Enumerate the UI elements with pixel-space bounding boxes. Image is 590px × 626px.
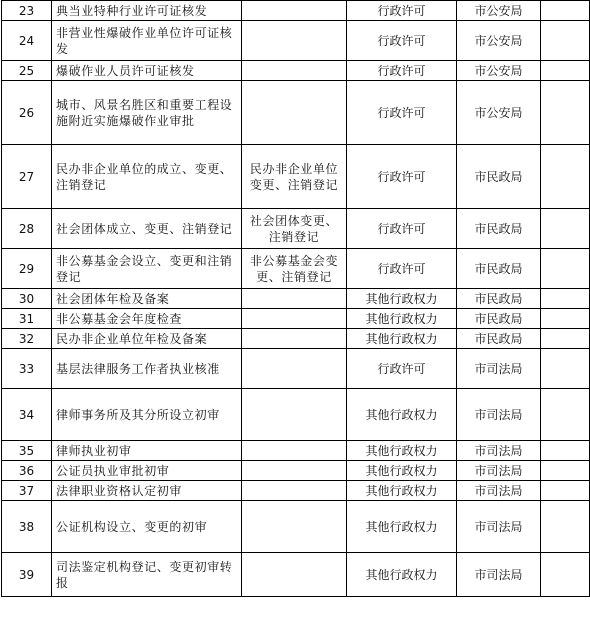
remark-cell [541, 209, 590, 249]
sub-item-cell [242, 441, 347, 461]
department-cell: 市公安局 [457, 21, 541, 61]
department-cell: 市民政局 [457, 145, 541, 209]
item-name-cell: 公证机构设立、变更的初审 [52, 501, 242, 553]
power-type-cell: 行政许可 [347, 249, 457, 289]
row-number-cell: 28 [2, 209, 52, 249]
sub-item-cell [242, 553, 347, 597]
row-number-cell: 31 [2, 309, 52, 329]
remark-cell [541, 289, 590, 309]
power-type-cell: 行政许可 [347, 21, 457, 61]
sub-item-cell: 民办非企业单位变更、注销登记 [242, 145, 347, 209]
table-row [2, 501, 590, 553]
item-name-cell: 律师事务所及其分所设立初审 [52, 389, 242, 441]
item-name-cell: 民办非企业单位年检及备案 [52, 329, 242, 349]
sub-item-cell [242, 289, 347, 309]
table-row [2, 349, 590, 389]
remark-cell [541, 389, 590, 441]
department-cell: 市民政局 [457, 329, 541, 349]
power-type-cell: 行政许可 [347, 145, 457, 209]
remark-cell [541, 309, 590, 329]
power-type-cell: 其他行政权力 [347, 309, 457, 329]
table-row [2, 61, 590, 81]
sub-item-cell: 非公募基金会变更、注销登记 [242, 249, 347, 289]
item-name-cell: 律师执业初审 [52, 441, 242, 461]
power-type-cell: 其他行政权力 [347, 441, 457, 461]
item-name-cell: 非营业性爆破作业单位许可证核发 [52, 21, 242, 61]
department-cell: 市公安局 [457, 61, 541, 81]
department-cell: 市公安局 [457, 81, 541, 145]
power-type-cell: 行政许可 [347, 81, 457, 145]
row-number-cell: 35 [2, 441, 52, 461]
department-cell: 市司法局 [457, 389, 541, 441]
sub-item-cell [242, 501, 347, 553]
sub-item-cell: 社会团体变更、注销登记 [242, 209, 347, 249]
item-name-cell: 法律职业资格认定初审 [52, 481, 242, 501]
power-type-cell: 其他行政权力 [347, 553, 457, 597]
department-cell: 市司法局 [457, 441, 541, 461]
table-row [2, 481, 590, 501]
table-row [2, 309, 590, 329]
department-cell: 市司法局 [457, 481, 541, 501]
item-name-cell: 司法鉴定机构登记、变更初审转报 [52, 553, 242, 597]
department-cell: 市司法局 [457, 501, 541, 553]
row-number-cell: 38 [2, 501, 52, 553]
row-number-cell: 23 [2, 1, 52, 21]
sub-item-cell [242, 61, 347, 81]
item-name-cell: 公证员执业审批初审 [52, 461, 242, 481]
table-body [2, 1, 590, 597]
row-number-cell: 26 [2, 81, 52, 145]
remark-cell [541, 481, 590, 501]
remark-cell [541, 145, 590, 209]
item-name-cell: 城市、风景名胜区和重要工程设施附近实施爆破作业审批 [52, 81, 242, 145]
sub-item-cell [242, 309, 347, 329]
table-row [2, 145, 590, 209]
department-cell: 市民政局 [457, 209, 541, 249]
sub-item-cell [242, 461, 347, 481]
item-name-cell: 非公募基金会年度检查 [52, 309, 242, 329]
remark-cell [541, 461, 590, 481]
sub-item-cell [242, 1, 347, 21]
item-name-cell: 民办非企业单位的成立、变更、注销登记 [52, 145, 242, 209]
row-number-cell: 32 [2, 329, 52, 349]
power-type-cell: 行政许可 [347, 209, 457, 249]
table-row [2, 553, 590, 597]
row-number-cell: 39 [2, 553, 52, 597]
table-row [2, 81, 590, 145]
department-cell: 市司法局 [457, 461, 541, 481]
remark-cell [541, 329, 590, 349]
sub-item-cell [242, 481, 347, 501]
table-row [2, 1, 590, 21]
remark-cell [541, 1, 590, 21]
table-row [2, 249, 590, 289]
power-list-table [1, 0, 590, 597]
item-name-cell: 社会团体年检及备案 [52, 289, 242, 309]
row-number-cell: 36 [2, 461, 52, 481]
power-type-cell: 其他行政权力 [347, 481, 457, 501]
table-row [2, 329, 590, 349]
remark-cell [541, 61, 590, 81]
item-name-cell: 爆破作业人员许可证核发 [52, 61, 242, 81]
item-name-cell: 典当业特种行业许可证核发 [52, 1, 242, 21]
row-number-cell: 33 [2, 349, 52, 389]
department-cell: 市司法局 [457, 553, 541, 597]
sub-item-cell [242, 349, 347, 389]
sub-item-cell [242, 329, 347, 349]
department-cell: 市民政局 [457, 289, 541, 309]
department-cell: 市民政局 [457, 249, 541, 289]
remark-cell [541, 553, 590, 597]
power-type-cell: 行政许可 [347, 349, 457, 389]
row-number-cell: 30 [2, 289, 52, 309]
row-number-cell: 37 [2, 481, 52, 501]
power-type-cell: 行政许可 [347, 61, 457, 81]
row-number-cell: 24 [2, 21, 52, 61]
item-name-cell: 基层法律服务工作者执业核准 [52, 349, 242, 389]
remark-cell [541, 349, 590, 389]
table-row [2, 209, 590, 249]
table-row [2, 21, 590, 61]
row-number-cell: 25 [2, 61, 52, 81]
department-cell: 市公安局 [457, 1, 541, 21]
power-type-cell: 其他行政权力 [347, 289, 457, 309]
row-number-cell: 34 [2, 389, 52, 441]
remark-cell [541, 249, 590, 289]
item-name-cell: 非公募基金会设立、变更和注销登记 [52, 249, 242, 289]
table-row [2, 461, 590, 481]
row-number-cell: 27 [2, 145, 52, 209]
department-cell: 市民政局 [457, 309, 541, 329]
remark-cell [541, 501, 590, 553]
sub-item-cell [242, 389, 347, 441]
power-type-cell: 其他行政权力 [347, 461, 457, 481]
remark-cell [541, 21, 590, 61]
sub-item-cell [242, 21, 347, 61]
department-cell: 市司法局 [457, 349, 541, 389]
item-name-cell: 社会团体成立、变更、注销登记 [52, 209, 242, 249]
sub-item-cell [242, 81, 347, 145]
remark-cell [541, 81, 590, 145]
power-type-cell: 行政许可 [347, 1, 457, 21]
table-row [2, 389, 590, 441]
power-type-cell: 其他行政权力 [347, 389, 457, 441]
table-row [2, 289, 590, 309]
table-row [2, 441, 590, 461]
remark-cell [541, 441, 590, 461]
row-number-cell: 29 [2, 249, 52, 289]
power-type-cell: 其他行政权力 [347, 329, 457, 349]
power-type-cell: 其他行政权力 [347, 501, 457, 553]
